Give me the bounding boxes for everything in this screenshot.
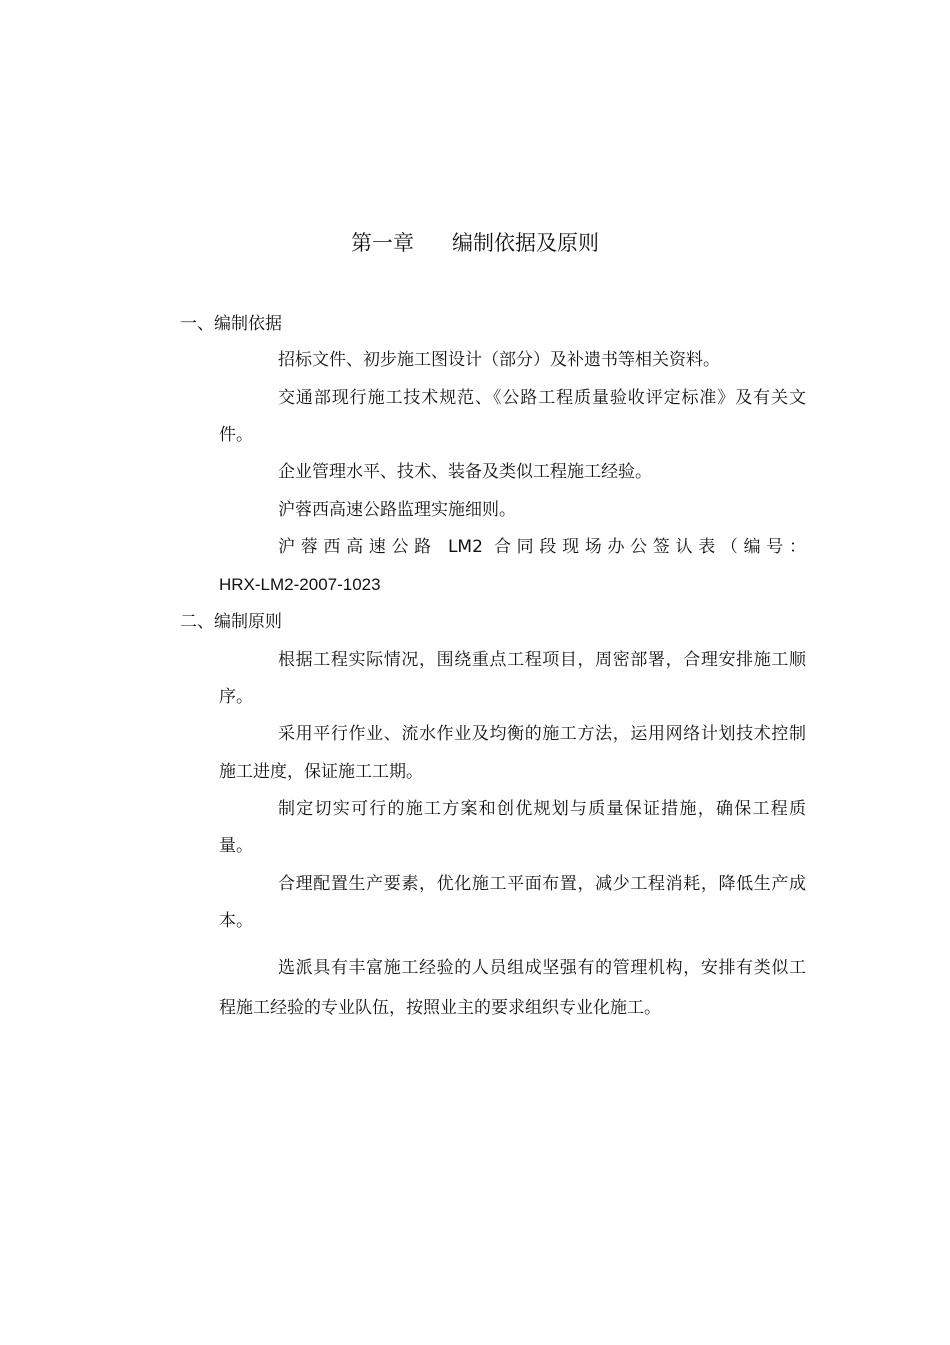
paragraph-continuation: 程施工经验的专业队伍，按照业主的要求组织专业化施工。 bbox=[219, 998, 661, 1018]
paragraph: 制定切实可行的施工方案和创优规划与质量保证措施，确保工程质 bbox=[278, 799, 806, 819]
chapter-name: 编制依据及原则 bbox=[452, 231, 599, 255]
section-heading-principles: 二、编制原则 bbox=[180, 612, 282, 632]
paragraph: 合理配置生产要素，优化施工平面布置，减少工程消耗，降低生产成 bbox=[278, 874, 806, 894]
paragraph: 招标文件、初步施工图设计（部分）及补遗书等相关资料。 bbox=[278, 350, 720, 370]
paragraph: 沪蓉西高速公路监理实施细则。 bbox=[278, 500, 516, 520]
paragraph: 沪蓉西高速公路 LM2 合同段现场办公签认表（编号： bbox=[278, 537, 806, 557]
paragraph: 采用平行作业、流水作业及均衡的施工方法，运用网络计划技术控制 bbox=[278, 724, 806, 744]
paragraph-continuation: 件。 bbox=[219, 425, 253, 445]
paragraph: 选派具有丰富施工经验的人员组成坚强有的管理机构，安排有类似工 bbox=[278, 958, 806, 978]
section-heading-basis: 一、编制依据 bbox=[180, 314, 282, 334]
paragraph: 交通部现行施工技术规范、《公路工程质量验收评定标准》及有关文 bbox=[278, 388, 806, 408]
paragraph-continuation: 量。 bbox=[219, 836, 253, 856]
paragraph-continuation: 序。 bbox=[219, 687, 253, 707]
paragraph-continuation: 施工进度，保证施工工期。 bbox=[219, 762, 423, 782]
paragraph-continuation: 本。 bbox=[219, 911, 253, 931]
paragraph: 根据工程实际情况，围绕重点工程项目，周密部署，合理安排施工顺 bbox=[278, 650, 806, 670]
chapter-title bbox=[0, 229, 950, 257]
chapter-number: 第一章 bbox=[351, 231, 414, 255]
form-number: HRX-LM2-2007-1023 bbox=[219, 575, 381, 594]
paragraph: 企业管理水平、技术、装备及类似工程施工经验。 bbox=[278, 462, 652, 482]
